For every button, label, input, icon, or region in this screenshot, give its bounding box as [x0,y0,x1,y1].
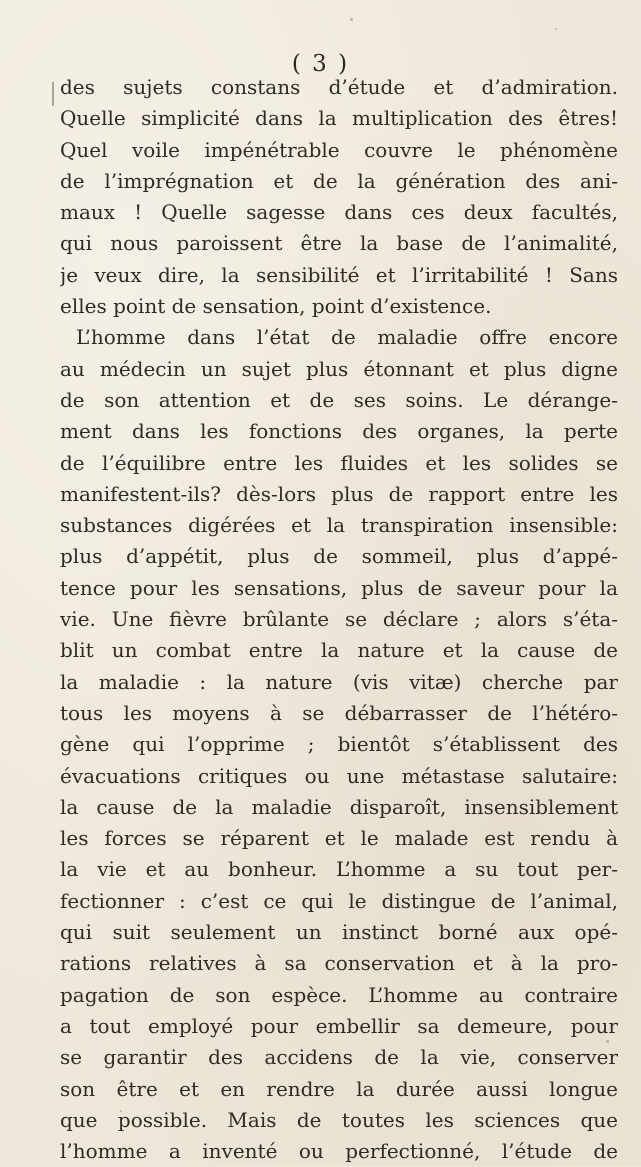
text-line: pagation de son espèce. L’homme au contraire [60,982,618,1007]
paper-speck [555,28,557,30]
text-line: des sujets constans d’étude et d’admiration. [60,75,618,99]
text-line: tous les moyens à se débarrasser de l’hétéro- [60,700,618,725]
paper-speck [350,18,353,21]
text-line: évacuations critiques ou une métastase salutaire: [60,763,618,788]
text-line: qui suit seulement un instinct borné aux opé- [60,920,618,945]
text-line: ment dans les fonctions des organes, la perte [60,419,618,444]
text-line: qui nous paroissent être la base de l’animalité, [60,231,618,256]
text-line: vie. Une fièvre brûlante se déclare ; alors s’éta- [60,607,618,632]
text-line: de l’équilibre entre les fluides et les solides se [60,450,618,475]
text-line: Quelle simplicité dans la multiplication des êtres! [60,106,618,131]
text-line: la cause de la maladie disparoît, insensiblement [60,794,618,819]
text-line: rations relatives à sa conservation et à la pro- [60,951,618,976]
text-line: elles point de sensation, point d’existence. [60,294,492,319]
text-line: les forces se réparent et le malade est rendu à [60,826,618,851]
body-text [60,72,618,1167]
text-line: gène qui l’opprime ; bientôt s’établissent des [60,732,618,757]
text-line: plus d’appétit, plus de sommeil, plus d’appé- [60,544,618,569]
text-line: que possible. Mais de toutes les sciences que [60,1107,618,1132]
text-line: substances digérées et la transpiration insensible: [60,513,618,538]
text-line: Quel voile impénétrable couvre le phénomène [60,137,618,162]
text-line: blit un combat entre la nature et la cause de [60,638,618,663]
text-line: de son attention et de ses soins. Le dérange- [60,387,618,412]
text-line: manifestent-ils? dès-lors plus de rapport entre les [60,481,618,506]
text-line: son être et en rendre la durée aussi longue [60,1076,618,1101]
text-line: a tout employé pour embellir sa demeure, pour [60,1013,618,1038]
text-line: de l’imprégnation et de la génération des ani- [60,168,618,193]
text-line: L’homme dans l’état de maladie offre encore [76,325,618,350]
text-line: maux ! Quelle sagesse dans ces deux facultés, [60,200,618,225]
text-line: se garantir des accidens de la vie, conserver [60,1045,618,1070]
text-line: tence pour les sensations, plus de saveur pour la [60,575,618,600]
margin-mark [52,82,54,106]
text-line: au médecin un sujet plus étonnant et plus digne [60,356,618,381]
text-line: fectionner : c’est ce qui le distingue de l’animal, [60,888,618,913]
text-line: l’homme a inventé ou perfectionné, l’étude de [60,1139,618,1164]
text-line: la vie et au bonheur. L’homme a su tout per- [60,857,618,882]
text-line: je veux dire, la sensibilité et l’irritabilité ! Sans [60,262,618,287]
page-number: ( 3 ) [291,51,350,77]
text-line: la maladie : la nature (vis vitæ) cherche par [60,669,618,694]
